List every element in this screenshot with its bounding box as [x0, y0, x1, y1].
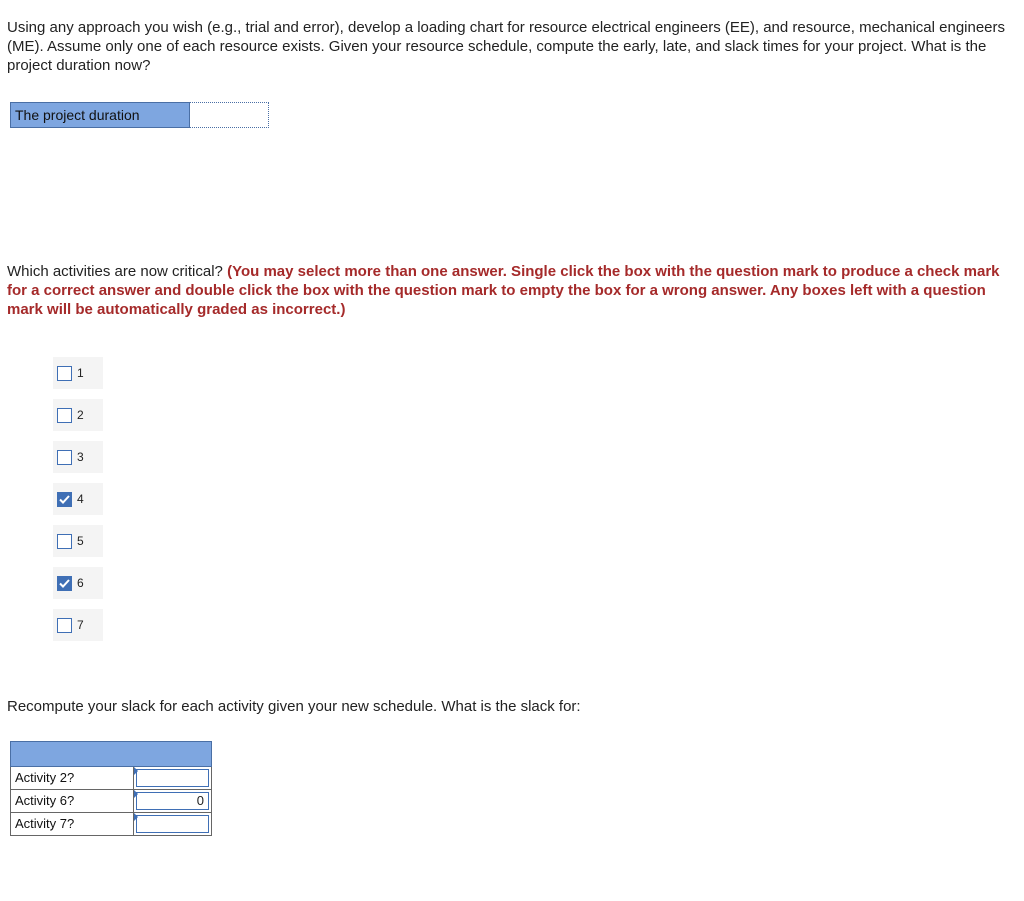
slack-activity-6-input[interactable]: 0: [136, 792, 210, 810]
choice-label: 4: [77, 492, 84, 506]
slack-activity-2-cell[interactable]: [133, 767, 212, 790]
table-row: [11, 767, 212, 790]
project-duration-row: [10, 102, 269, 128]
choice-activity-4[interactable]: [53, 483, 103, 515]
choice-activity-1[interactable]: [53, 357, 103, 389]
question-text: Using any approach you wish (e.g., trial and error), develop a loading chart for resource electrical engineers (EE), and resource, mechanical engineers (ME). Assume only one of each resource exists. Given your resource schedule, compute the early, late, and slack times for your project. What is the project duration now?: [7, 19, 1006, 74]
slack-table: [10, 741, 212, 836]
checkbox-activity-1[interactable]: [57, 366, 72, 381]
checkbox-activity-3[interactable]: [57, 450, 72, 465]
critical-question-text: Which activities are now critical?: [7, 263, 223, 280]
checkbox-activity-5[interactable]: [57, 534, 72, 549]
choice-label: 3: [77, 450, 84, 464]
critical-instructions: (You may select more than one answer. Single click the box with the question mark to produce a check mark for a correct answer and double click the box with the question mark to empty the box for a wrong answer. Any boxes left with a question mark will be automatically graded as incorrect.): [7, 263, 1000, 318]
slack-activity-7-input[interactable]: [136, 815, 210, 833]
slack-table-header: [11, 742, 212, 767]
checkbox-activity-6[interactable]: [57, 576, 72, 591]
table-row: [11, 813, 212, 836]
project-duration-label: The project duration: [10, 102, 190, 128]
check-icon: [59, 579, 70, 588]
choice-label: 5: [77, 534, 84, 548]
choice-label: 2: [77, 408, 84, 422]
table-row: [11, 790, 212, 813]
critical-activities-question: [7, 262, 1012, 319]
slack-row-label: Activity 7?: [11, 813, 134, 836]
choice-activity-5[interactable]: [53, 525, 103, 557]
choice-activity-2[interactable]: [53, 399, 103, 431]
checkbox-activity-2[interactable]: [57, 408, 72, 423]
slack-activity-7-cell[interactable]: [133, 813, 212, 836]
choice-activity-3[interactable]: [53, 441, 103, 473]
slack-row-label: Activity 2?: [11, 767, 134, 790]
choice-activity-7[interactable]: [53, 609, 103, 641]
project-duration-input[interactable]: [190, 102, 269, 128]
choice-label: 6: [77, 576, 84, 590]
slack-activity-2-input[interactable]: [136, 769, 210, 787]
slack-question-text: Recompute your slack for each activity given your new schedule. What is the slack for:: [7, 698, 581, 715]
checkbox-activity-7[interactable]: [57, 618, 72, 633]
check-icon: [59, 495, 70, 504]
choice-activity-6[interactable]: [53, 567, 103, 599]
checkbox-activity-4[interactable]: [57, 492, 72, 507]
choice-label: 7: [77, 618, 84, 632]
slack-activity-6-cell[interactable]: [133, 790, 212, 813]
slack-row-label: Activity 6?: [11, 790, 134, 813]
choice-label: 1: [77, 366, 84, 380]
